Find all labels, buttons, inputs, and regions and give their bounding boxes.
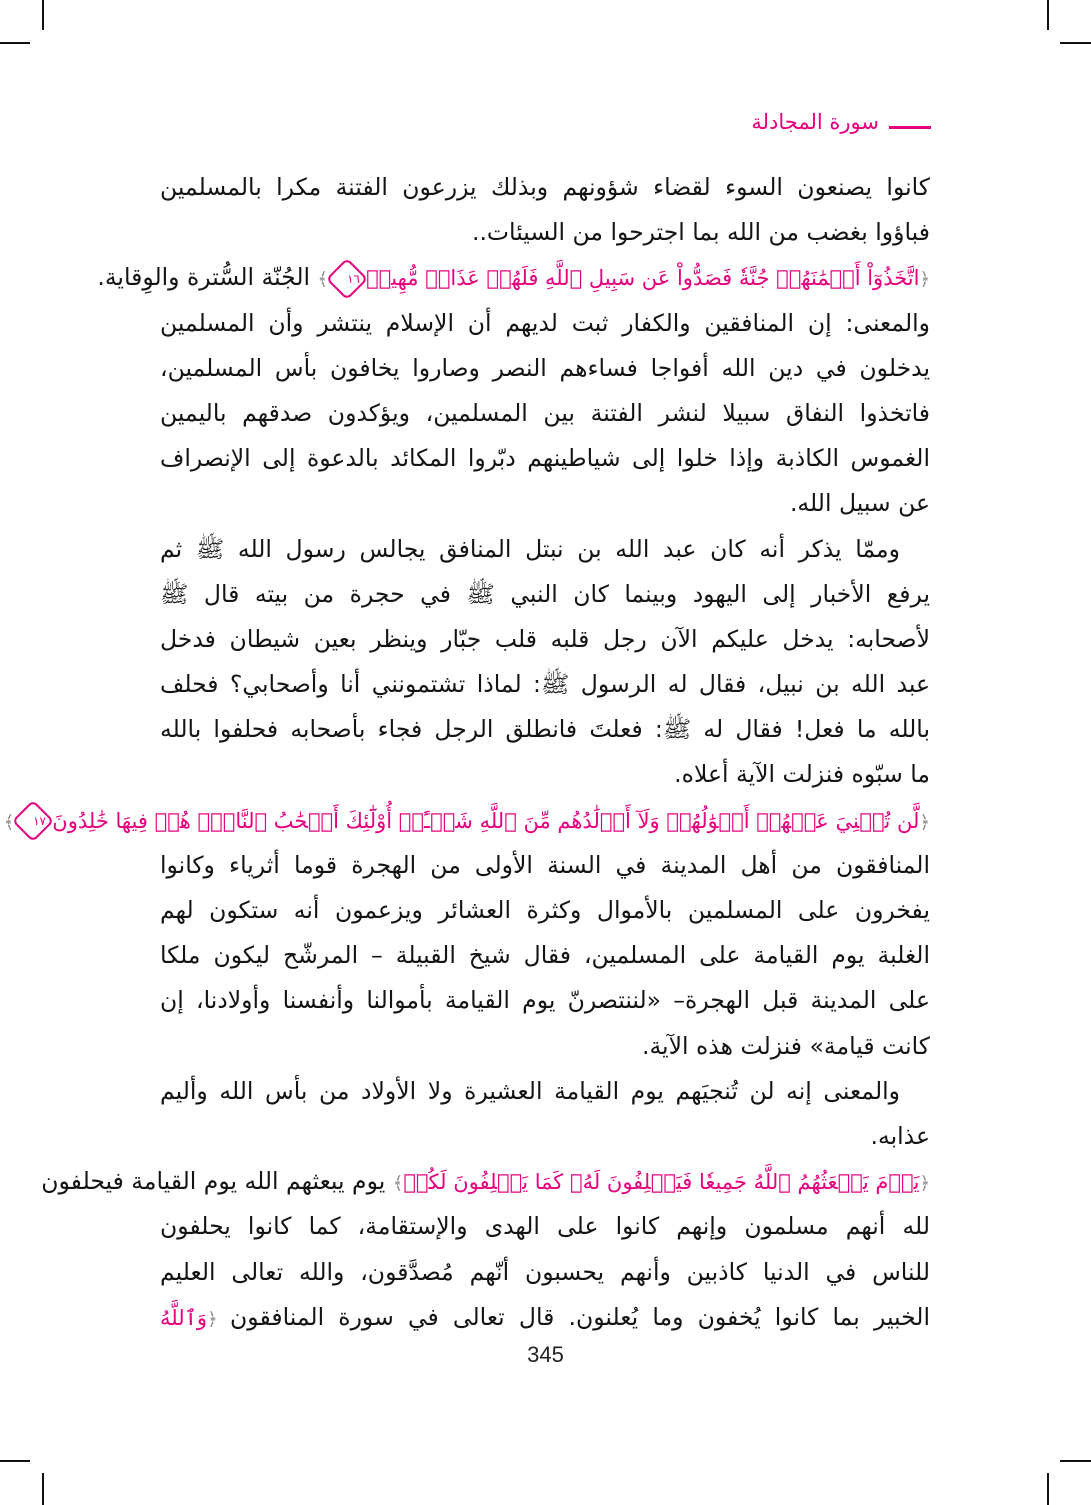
ayah-number-marker-icon [326,258,368,300]
paragraph-text: عذابه. [870,1121,930,1150]
paragraph-text: الخبير بما كانوا يُخفون وما يُعلنون. قال تعالى في سورة المنافقون [230,1302,930,1331]
surah-title: سورة المجادلة [751,110,879,134]
quran-verse: اتَّخَذُوٓاْ أَيۡمَٰنَهُمۡ جُنَّةٗ فَصَدُّواْ عَن سَبِيلِ ٱللَّهِ فَلَهُمۡ عَذَابٞ مُّهِينٞ [366,266,920,291]
text-line [160,436,930,481]
ornate-bracket-open-icon: ﴿ [919,811,930,833]
verse-commentary: يوم يبعثهم الله يوم القيامة فيحلفون [41,1167,386,1196]
crop-mark-top-left-v [42,0,44,30]
paragraph-text: لأصحابه: يدخل عليكم الآن رجل قلبه قلب جبّار وينظر بعين شيطان فدخل [160,624,930,653]
paragraph-text: فباؤوا بغضب من الله بما اجترحوا من السيئات.. [471,218,930,247]
text-line [160,1250,930,1295]
text-line [160,301,930,346]
ornate-bracket-close-icon: ﴾ [3,811,15,833]
paragraph-text: عن سبيل الله. [789,489,930,518]
paragraph-text: المنافقون من أهل المدينة في السنة الأولى من الهجرة قوما أثرياء وكانوا [160,850,930,879]
paragraph-text: عبد الله بن نبيل، فقال له الرسول ﷺ: لماذا تشتمونني أنا وأصحابي؟ فحلف [160,670,930,699]
paragraph-text: والمعنى إنه لن تُنجيَهم يوم القيامة العشيرة ولا الأولاد من بأس الله وأليم [160,1076,900,1105]
paragraph-text: يفخرون على المسلمين بالأموال وكثرة العشائر ويزعمون أنه ستكون لهم [160,896,930,924]
paragraph-text: الغلبة يوم القيامة على المسلمين، فقال شيخ القبيلة – المرشّح ليكون ملكا [160,941,930,970]
ayah-number: ١٧ [33,814,47,829]
crop-mark-bottom-left-h [0,1460,30,1462]
crop-mark-top-left-h [0,42,30,44]
ornate-bracket-open-icon: ﴿ [919,269,930,291]
text-line [160,1114,930,1159]
text-line [160,481,930,526]
text-line [160,933,930,978]
page-body [3,165,930,1340]
verse-line [41,1159,930,1204]
ayah-number: ١٦ [347,271,361,286]
quran-verse: يَوۡمَ يَبۡعَثُهُمُ ٱللَّهُ جَمِيعٗا فَيَحۡلِفُونَ لَهُۥ كَمَا يَحۡلِفُونَ لَكُمۡ [403,1170,920,1195]
paragraph-text: والمعنى: إن المنافقين والكفار ثبت لديهم أن الإسلام ينتشر وأن المسلمين [160,308,930,337]
paragraph-text: ما سبّوه فنزلت الآية أعلاه. [674,760,930,789]
running-header [751,110,931,134]
paragraph-text: كانوا يصنعون السوء لقضاء شؤونهم وبذلك يزرعون الفتنة مكرا بالمسلمين [160,173,930,201]
text-line [160,888,930,933]
quran-verse: لَّن تُغۡنِيَ عَنۡهُمۡ أَمۡوَٰلُهُمۡ وَلَآ أَوۡلَٰدُهُم مِّنَ ٱللَّهِ شَيۡـًٔاۚ أُوْلَٰٓئِكَ أَصۡحَٰبُ ٱلنَّارِۖ هُمۡ فِيهَا خَٰلِدُونَ [52,808,920,833]
verse-line [97,255,930,300]
paragraph-text: للناس في الدنيا كاذبين وأنهم يحسبون أنّهم مُصدَّقون، والله تعالى العليم [160,1257,930,1286]
paragraph-text: يرفع الأخبار إلى اليهود وبينما كان النبي ﷺ في حجرة من بيته قال ﷺ [160,579,930,608]
ornate-bracket-close-icon: ﴾ [317,269,329,291]
text-line [160,210,930,255]
text-line [160,1069,930,1114]
page-number: 345 [527,1342,564,1367]
paragraph-text: بالله ما فعل! فقال له ﷺ: فعلتَ فانطلق الرجل فجاء بأصحابه فحلفوا بالله [160,715,930,744]
paragraph-text: على المدينة قبل الهجرة– «لننتصرنّ يوم القيامة بأموالنا وأنفسنا وأولادنا، إن [160,986,930,1015]
verse-line [3,798,930,843]
paragraph-text: فاتخذوا النفاق سبيلا لنشر الفتنة بين المسلمين، ويؤكدون صدقهم باليمين [160,398,930,427]
crop-mark-top-right-v [1047,0,1049,30]
quran-verse: وَٱللَّهُ [160,1305,208,1330]
text-line [160,843,930,888]
crop-mark-top-right-h [1060,42,1091,44]
paragraph-text: يدخلون في دين الله أفواجا فساءهم النصر وصاروا يخافون بأس المسلمين، [160,353,930,382]
text-line [160,978,930,1023]
paragraph-text: الغموس الكاذبة وإذا خلوا إلى شياطينهم دبّروا المكائد بالدعوة إلى الإنصراف [160,444,930,473]
text-line [160,527,930,572]
text-line [160,1204,930,1249]
ayah-number-marker-icon [12,800,54,842]
crop-mark-bottom-left-v [42,1473,44,1505]
text-line [160,707,930,752]
ornate-bracket-close-icon: ﴾ [392,1173,404,1195]
verse-line [160,1295,930,1340]
paragraph-text: لله أنهم مسلمون وإنهم كانوا على الهدى والإستقامة، كما كانوا يحلفون [160,1212,930,1241]
verse-commentary: الجُنّة السُّترة والوِقاية. [97,263,311,292]
header-rule [889,126,931,129]
text-line [160,752,930,797]
text-line [160,572,930,617]
paragraph-text: كانت قيامة» فنزلت هذه الآية. [641,1031,930,1060]
ornate-bracket-open-icon: ﴿ [919,1173,930,1195]
text-line [160,165,930,210]
text-line [160,391,930,436]
text-line [160,617,930,662]
ornate-bracket-open-icon: ﴿ [207,1308,231,1330]
crop-mark-bottom-right-h [1060,1460,1091,1462]
text-line [160,346,930,391]
text-line [160,662,930,707]
paragraph-text: وممّا يذكر أنه كان عبد الله بن نبتل المنافق يجالس رسول الله ﷺ ثم [160,534,900,563]
crop-mark-bottom-right-v [1047,1473,1049,1505]
text-line [160,1024,930,1069]
